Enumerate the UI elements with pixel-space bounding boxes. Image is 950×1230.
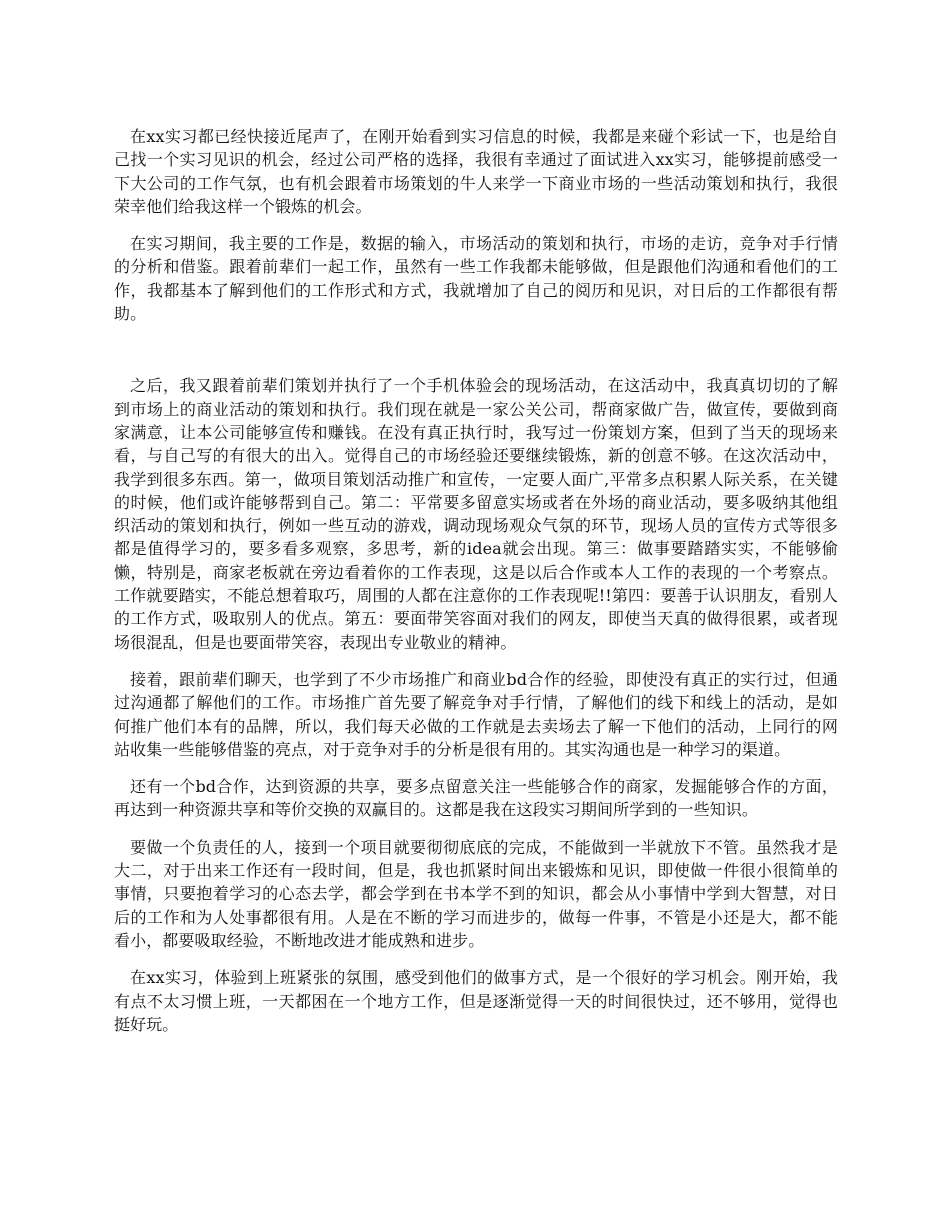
- paragraph-phone-event: 之后，我又跟着前辈们策划并执行了一个手机体验会的现场活动，在这活动中，我真真切切的了解到市场上的商业活动的策划和执行。我们现在就是一家公关公司，帮商家做广告，做宣传，要做到商家满意，让本公司能够宣传和赚钱。在没有真正执行时，我写过一份策划方案，但到了当天的现场来看，与自己写的有很大的出入。觉得自己的市场经验还要继续锻炼，新的创意不够。在这次活动中，我学到很多东西。第一，做项目策划活动推广和宣传，一定要人面广,平常多点积累人际关系，在关键的时候，他们或许能够帮到自己。第二：平常要多留意实场或者在外场的商业活动，要多吸纳其他组织活动的策划和执行，例如一些互动的游戏，调动现场观众气氛的环节，现场人员的宣传方式等很多都是值得学习的，要多看多观察，多思考，新的idea就会出现。第三：做事要踏踏实实，不能够偷懒，特别是，商家老板就在旁边看着你的工作表现，这是以后合作或本人工作的表现的一个考察点。工作就要踏实，不能总想着取巧，周围的人都在注意你的工作表现呢!!第四：要善于认识朋友，看别人的工作方式，吸取别人的优点。第五：要面带笑容面对我们的网友，即使当天真的做得很累，或者现场很混乱，但是也要面带笑容，表现出专业敬业的精神。: [114, 376, 838, 652]
- document-body: [114, 125, 838, 1036]
- paragraph-marketing-bd: 接着，跟前辈们聊天，也学到了不少市场推广和商业bd合作的经验，即使没有真正的实行过，但通过沟通都了解他们的工作。市场推广首先要了解竞争对手行情，了解他们的线下和线上的活动，是如何推广他们本有的品牌，所以，我们每天必做的工作就是去卖场去了解一下他们的活动，上同行的网站收集一些能够借鉴的亮点，对于竞争对手的分析是很有用的。其实沟通也是一种学习的渠道。: [114, 669, 838, 759]
- paragraph-intro: 在xx实习都已经快接近尾声了，在刚开始看到实习信息的时候，我都是来碰个彩试一下，也是给自己找一个实习见识的机会，经过公司严格的选择，我很有幸通过了面试进入xx实习，能够提前感受一下大公司的工作气氛，也有机会跟着市场策划的牛人来学一下商业市场的一些活动策划和执行，我很荣幸他们给我这样一个锻炼的机会。: [114, 127, 838, 216]
- paragraph-bd-cooperation: 还有一个bd合作，达到资源的共享，要多点留意关注一些能够合作的商家，发掘能够合作的方面，再达到一种资源共享和等价交换的双赢目的。这都是我在这段实习期间所学到的一些知识。: [114, 777, 838, 820]
- paragraph-internship-duties: 在实习期间，我主要的工作是，数据的输入，市场活动的策划和执行，市场的走访，竞争对手行情的分析和借鉴。跟着前辈们一起工作，虽然有一些工作我都未能够做，但是跟他们沟通和看他们的工作，我都基本了解到他们的工作形式和方式，我就增加了自己的阅历和见识，对日后的工作都很有帮助。: [114, 234, 838, 324]
- paragraph-conclusion: 在xx实习，体验到上班紧张的氛围，感受到他们的做事方式，是一个很好的学习机会。刚开始，我有点不太习惯上班，一天都困在一个地方工作，但是逐渐觉得一天的时间很快过，还不够用，觉得也挺好玩。: [114, 968, 838, 1034]
- paragraph-responsibility: 要做一个负责任的人，接到一个项目就要彻彻底底的完成，不能做到一半就放下不管。虽然我才是大二，对于出来工作还有一段时间，但是，我也抓紧时间出来锻炼和见识，即使做一件很小很简单的事情，只要抱着学习的心态去学，都会学到在书本学不到的知识，都会从小事情中学到大智慧，对日后的工作和为人处事都很有用。人是在不断的学习而进步的，做每一件事，不管是小还是大，都不能看小，都要吸取经验，不断地改进才能成熟和进步。: [114, 837, 838, 950]
